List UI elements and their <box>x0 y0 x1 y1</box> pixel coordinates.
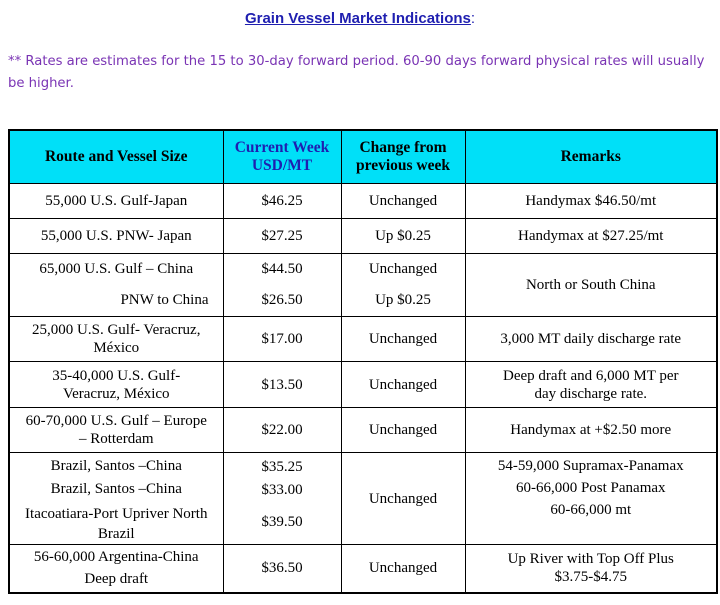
route-line: Brazil, Santos –China <box>50 480 182 497</box>
header-current-line2: USD/MT <box>251 157 313 174</box>
price-line: $33.00 <box>261 481 303 498</box>
remarks-line: 60-66,000 Post Panamax <box>515 480 666 496</box>
table-row <box>9 254 717 317</box>
table-row <box>9 317 717 362</box>
header-route: Route and Vessel Size <box>9 130 223 184</box>
route-line: Brazil <box>97 525 135 542</box>
remarks-line: Deep draft and 6,000 MT per <box>502 367 679 384</box>
change-cell: Unchanged <box>341 453 465 545</box>
rates-note: ** Rates are estimates for the 15 to 30-day forward period. 60-90 days forward physical rates will usually be higher. <box>8 54 705 91</box>
route-line: México <box>93 340 140 356</box>
route-cell <box>9 317 223 362</box>
price-cell: $36.50 <box>223 545 341 593</box>
price-line: $44.50 <box>261 261 303 277</box>
remarks-cell: Handymax at $27.25/mt <box>465 219 717 254</box>
title-text: Grain Vessel Market Indications <box>244 10 471 27</box>
route-cell <box>9 362 223 408</box>
header-change <box>341 130 465 184</box>
route-cell: 55,000 U.S. Gulf-Japan <box>9 184 223 219</box>
page-title <box>0 10 720 27</box>
price-cell: $46.25 <box>223 184 341 219</box>
price-line: $35.25 <box>261 458 303 475</box>
header-row <box>9 130 717 184</box>
route-line: 65,000 U.S. Gulf – China <box>39 261 194 277</box>
header-current-week <box>223 130 341 184</box>
route-line: 35-40,000 U.S. Gulf- <box>52 367 181 384</box>
remarks-cell: Handymax at +$2.50 more <box>465 408 717 453</box>
remarks-line: day discharge rate. <box>534 385 648 402</box>
header-change-line1: Change from <box>359 139 447 156</box>
table-row <box>9 219 717 254</box>
remarks-line: $3.75-$4.75 <box>554 569 627 586</box>
route-line: Veracruz, México <box>62 385 170 402</box>
remarks-cell: Handymax $46.50/mt <box>465 184 717 219</box>
table-row <box>9 453 717 545</box>
header-remarks: Remarks <box>465 130 717 184</box>
market-table <box>8 129 718 594</box>
title-colon: : <box>470 10 476 27</box>
price-line: $39.50 <box>261 513 303 530</box>
route-line: Deep draft <box>84 571 149 588</box>
header-current-line1: Current Week <box>234 139 330 156</box>
route-cell: 55,000 U.S. PNW- Japan <box>9 219 223 254</box>
route-line: 56-60,000 Argentina-China <box>33 549 199 566</box>
table-row <box>9 362 717 408</box>
route-cell <box>9 254 223 317</box>
price-line: $26.50 <box>261 292 303 308</box>
change-cell <box>341 254 465 317</box>
table-row <box>9 408 717 453</box>
table-row <box>9 184 717 219</box>
remarks-cell: North or South China <box>465 254 717 317</box>
table-row <box>9 545 717 593</box>
remarks-cell <box>465 362 717 408</box>
route-line: – Rotterdam <box>78 431 154 447</box>
route-cell <box>9 408 223 453</box>
price-cell <box>223 453 341 545</box>
route-line: 60-70,000 U.S. Gulf – Europe <box>25 413 207 429</box>
change-cell: Unchanged <box>341 184 465 219</box>
route-line: PNW to China <box>120 292 209 308</box>
price-cell: $17.00 <box>223 317 341 362</box>
change-cell: Unchanged <box>341 408 465 453</box>
change-cell: Up $0.25 <box>341 219 465 254</box>
change-cell: Unchanged <box>341 362 465 408</box>
remarks-cell <box>465 545 717 593</box>
header-change-line2: previous week <box>355 157 450 174</box>
route-line: Brazil, Santos –China <box>50 457 182 474</box>
remarks-line: 54-59,000 Supramax-Panamax <box>497 458 684 474</box>
route-cell <box>9 453 223 545</box>
change-line: Unchanged <box>368 261 438 277</box>
remarks-cell <box>465 453 717 545</box>
change-line: Up $0.25 <box>375 292 431 308</box>
route-line: Itacoatiara-Port Upriver North <box>25 505 208 522</box>
remarks-line: Up River with Top Off Plus <box>507 551 674 568</box>
change-cell: Unchanged <box>341 317 465 362</box>
price-cell: $27.25 <box>223 219 341 254</box>
price-cell: $22.00 <box>223 408 341 453</box>
route-cell <box>9 545 223 593</box>
remarks-line: 60-66,000 mt <box>550 502 632 518</box>
change-cell: Unchanged <box>341 545 465 593</box>
route-line: 25,000 U.S. Gulf- Veracruz, <box>32 322 201 338</box>
price-cell <box>223 254 341 317</box>
price-cell: $13.50 <box>223 362 341 408</box>
remarks-cell: 3,000 MT daily discharge rate <box>465 317 717 362</box>
